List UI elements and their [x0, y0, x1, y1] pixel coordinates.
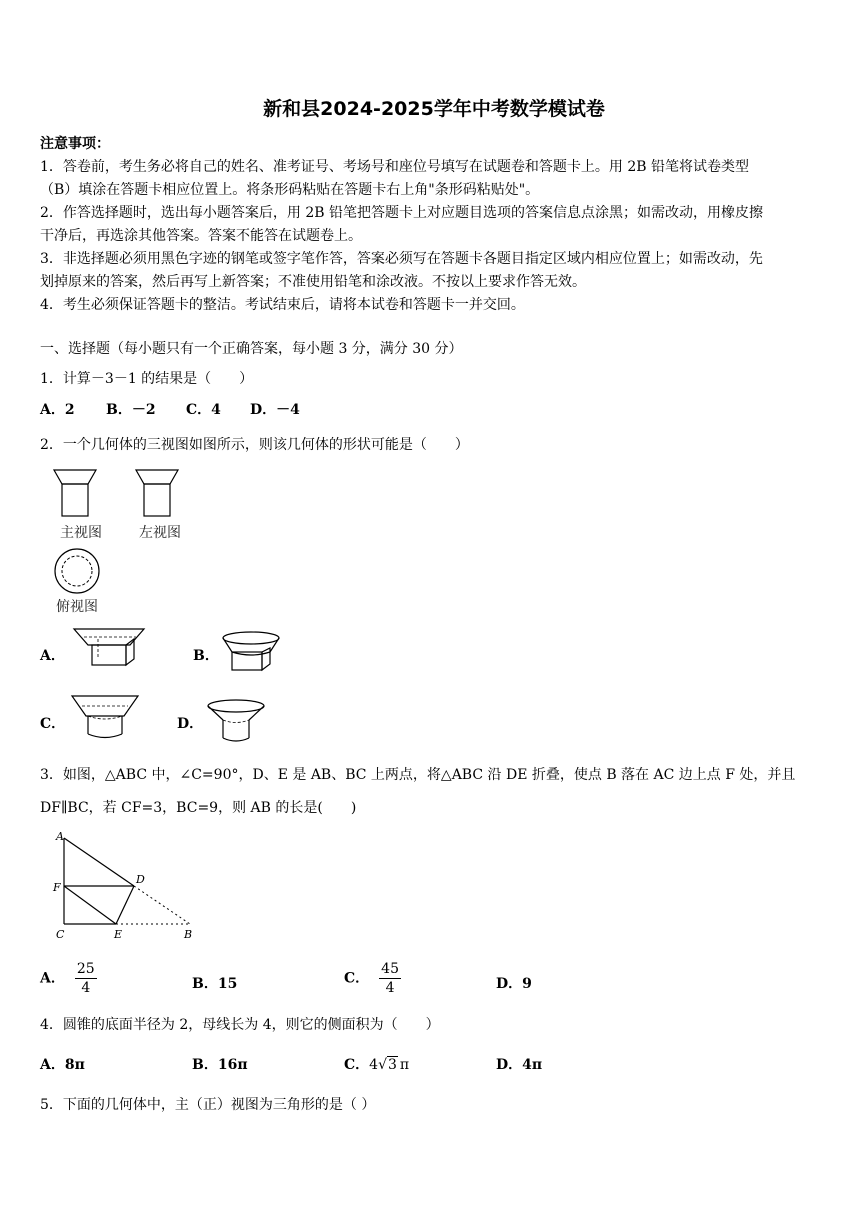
- point-label-a: A: [56, 830, 64, 843]
- q4-option-c[interactable]: [344, 1054, 409, 1074]
- q1-option-b[interactable]: B．－2: [106, 402, 156, 418]
- triangle-figure: [50, 828, 200, 943]
- fraction-denominator: 4: [81, 980, 91, 996]
- top-view-figure: [54, 548, 104, 598]
- sqrt-sign: √: [378, 1057, 387, 1073]
- q2-option-d-figure[interactable]: [205, 698, 269, 746]
- notice-line: 2．作答选择题时，选出每小题答案后，用 2B 铅笔把答题卡上对应题目选项的答案信息点涂黑；如需改动，用橡皮擦: [40, 205, 763, 221]
- side-view-figure: [134, 468, 184, 520]
- q4-option-b[interactable]: B．16π: [192, 1057, 248, 1073]
- q4-stem: 4．圆锥的底面半径为 2，母线长为 4，则它的侧面积为（ ）: [40, 1017, 440, 1033]
- side-view-label: 左视图: [139, 525, 181, 541]
- fraction: [75, 960, 97, 997]
- q4-options: [40, 1054, 600, 1074]
- point-label-f: F: [53, 881, 61, 894]
- q4-option-c-pi: π: [399, 1057, 410, 1073]
- q4-option-c-letter: C．: [344, 1057, 370, 1073]
- notice-heading: 注意事项：: [40, 136, 110, 152]
- notice-line: （B）填涂在答题卡相应位置上。将条形码粘贴在答题卡右上角"条形码粘贴处"。: [40, 182, 540, 198]
- notice-line: 干净后，再选涂其他答案。答案不能答在试题卷上。: [40, 228, 362, 244]
- q3-option-d[interactable]: D．9: [496, 976, 532, 992]
- notice-line: 3．非选择题必须用黑色字迹的钢笔或签字笔作答，答案必须写在答题卡各题目指定区域内相应位置上；如需改动，先: [40, 251, 763, 267]
- point-label-d: D: [136, 873, 145, 886]
- q2-option-b[interactable]: B．: [193, 648, 219, 664]
- q2-option-b-figure[interactable]: [220, 630, 284, 674]
- fraction-denominator: 4: [385, 980, 395, 996]
- q2-stem: 2．一个几何体的三视图如图所示，则该几何体的形状可能是（ ）: [40, 437, 469, 453]
- point-label-c: C: [56, 928, 65, 941]
- front-view-label: 主视图: [60, 525, 102, 541]
- q2-option-c-figure[interactable]: [70, 694, 144, 742]
- notice-line: 1．答卷前，考生务必将自己的姓名、准考证号、考场号和座位号填写在试题卷和答题卡上。用 2B 铅笔将试卷类型: [40, 159, 749, 175]
- q2-option-a[interactable]: A．: [40, 648, 65, 664]
- q3-option-a[interactable]: [40, 960, 97, 997]
- fraction-numerator: 25: [76, 961, 95, 977]
- q2-option-c[interactable]: C．: [40, 716, 66, 732]
- front-view-figure: [52, 468, 102, 520]
- q2-option-d[interactable]: D．: [177, 716, 204, 732]
- q1-options: [40, 399, 440, 419]
- page-title: 新和县2024-2025学年中考数学模试卷: [263, 98, 605, 120]
- q3-options: [40, 960, 600, 1006]
- q1-option-d[interactable]: D．－4: [250, 402, 300, 418]
- sqrt-radicand: 3: [388, 1057, 397, 1073]
- point-label-e: E: [114, 928, 123, 941]
- q2-option-a-figure[interactable]: [72, 627, 150, 671]
- top-view-label: 俯视图: [56, 599, 98, 615]
- q3-option-c[interactable]: [344, 960, 401, 997]
- fraction: [379, 960, 401, 997]
- notice-line: 划掉原来的答案，然后再写上新答案；不准使用铅笔和涂改液。不按以上要求作答无效。: [40, 274, 586, 290]
- q4-option-d[interactable]: D．4π: [496, 1057, 543, 1073]
- q3-stem-line1: 3．如图，△ABC 中，∠C=90°，D、E 是 AB、BC 上两点，将△ABC 沿 DE 折叠，使点 B 落在 AC 边上点 F 处，并且: [40, 767, 796, 783]
- q3-option-a-letter: A．: [40, 970, 65, 987]
- q4-option-a[interactable]: A．8π: [40, 1057, 85, 1073]
- q3-option-c-letter: C．: [344, 970, 370, 987]
- q3-option-b[interactable]: B．15: [192, 976, 238, 992]
- q1-option-a[interactable]: A．2: [40, 402, 75, 418]
- notice-line: 4．考生必须保证答题卡的整洁。考试结束后，请将本试卷和答题卡一并交回。: [40, 297, 525, 313]
- q3-stem-line2: DF∥BC，若 CF=3，BC=9，则 AB 的长是( ): [40, 800, 357, 816]
- q4-option-c-coef: 4: [369, 1057, 379, 1073]
- q5-stem: 5．下面的几何体中，主（正）视图为三角形的是（ ）: [40, 1097, 376, 1113]
- fraction-numerator: 45: [381, 961, 399, 977]
- q1-option-c[interactable]: C．4: [186, 402, 221, 418]
- section-heading: 一、选择题（每小题只有一个正确答案，每小题 3 分，满分 30 分）: [40, 341, 463, 357]
- point-label-b: B: [184, 928, 193, 941]
- q1-stem: 1．计算－3－1 的结果是（ ）: [40, 371, 254, 387]
